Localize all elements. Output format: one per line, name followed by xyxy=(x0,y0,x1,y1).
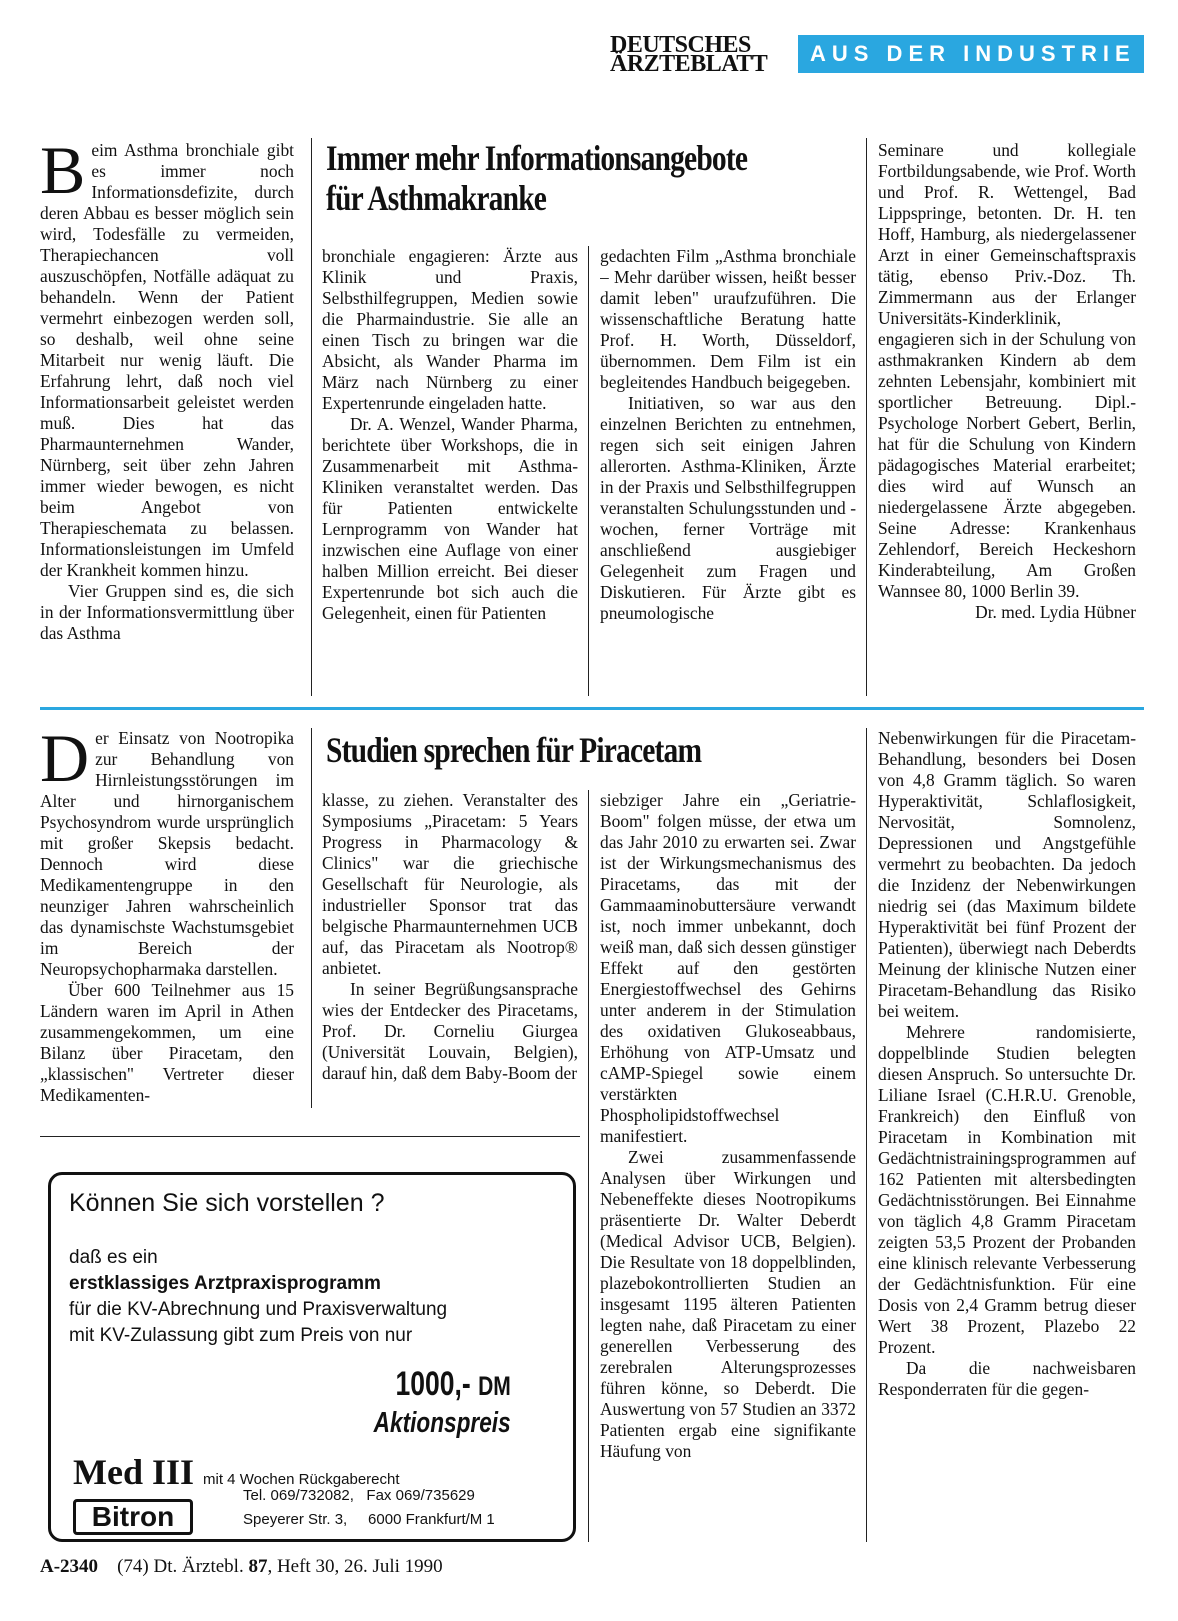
article1-headline-line2: für Asthmakranke xyxy=(326,178,547,218)
masthead-line2: ÄRZTEBLATT xyxy=(610,51,768,77)
author-signature: Dr. med. Lydia Hübner xyxy=(975,602,1136,622)
article2-column-4 xyxy=(878,728,1136,1542)
page-number: A-2340 xyxy=(40,1556,99,1577)
column-rule xyxy=(311,728,312,1108)
article2-column-2 xyxy=(322,790,578,1108)
footer-volume: 87 xyxy=(248,1556,268,1577)
column-rule xyxy=(588,790,589,1542)
paragraph: Nebenwirkungen für die Piracetam-Behandlung, besonders bei Dosen von 4,8 Gramm täglich. So waren Hyperaktivität, Schlaflosigkeit, Nervosität, Somnolenz, Depressionen und Angstgefühle vermehrt zu beobachten. Da jedoch die Inzidenz der Nebenwirkungen niedrig sei (das Maximum bildete Hyperaktivität bei fünf Prozent der Patienten), überwiegt nach Deberdts Meinung der klinische Nutzen einer Piracetam-Behandlung das Risiko bei weitem. xyxy=(878,728,1136,1021)
ad-line-bold: erstklassiges Arztpraxisprogramm xyxy=(69,1273,381,1294)
article2-headline: Studien sprechen für Piracetam xyxy=(326,730,702,770)
ad-price-value: 1000,- xyxy=(395,1365,471,1403)
column-rule xyxy=(866,138,867,696)
ad-line: daß es ein xyxy=(69,1247,158,1268)
ad-contact-address: Speyerer Str. 3, 6000 Frankfurt/M 1 xyxy=(243,1511,495,1528)
ad-product-name: Med III xyxy=(73,1452,195,1492)
ad-line: für die KV-Abrechnung und Praxisverwaltung xyxy=(69,1299,448,1320)
article1-column-4 xyxy=(878,140,1136,696)
section-tag: AUS DER INDUSTRIE xyxy=(798,35,1144,73)
paragraph: Dr. A. Wenzel, Wander Pharma, berichtete über Workshops, die in Zusammenarbeit mit Asthma-Kliniken veranstaltet werden. Das für Patienten entwickelte Lernprogramm von Wander hat inzwischen eine Auflage von einer halben Million erreicht. Bei dieser Expertenrunde bot sich auch die Gelegenheit, einen für Patienten xyxy=(322,414,578,623)
paragraph: eim Asthma bronchiale gibt es immer noch Informationsdefizite, durch deren Abbau es besser möglich sein wird, Todesfälle zu vermeiden, Therapiechancen voll auszuschöpfen, Notfälle adäquat zu behandeln. Wenn der Patient vermehrt einbezogen werden soll, so deshalb, weil ohne seine Mitarbeit nur wenig läuft. Die Erfahrung lehrt, daß noch viel Informationsarbeit geleistet werden muß. Dies hat das Pharmaunternehmen Wander, Nürnberg, seit über zehn Jahren immer wieder bewogen, es nicht beim Angebot von Therapieschemata zu belassen. Informationsleistungen im Umfeld der Krankheit kommen hinzu. xyxy=(40,140,294,580)
article2-column-1 xyxy=(40,728,294,1108)
paragraph: er Einsatz von Nootropika zur Behandlung von Hirnleistungsstörungen im Alter und hirnorganischem Psychosyndrom wurde ursprünglich mit großer Skepsis bedacht. Dennoch wird diese Medikamentengruppe in den neunziger Jahren wahrscheinlich das dynamischste Wachstumsgebiet im Bereich der Neuropsychopharmaka darstellen. xyxy=(40,728,294,979)
ad-question: Können Sie sich vorstellen ? xyxy=(69,1189,385,1217)
ad-currency: DM xyxy=(478,1371,511,1401)
column-rule xyxy=(311,138,312,696)
masthead-line1: DEUTSCHES xyxy=(610,32,751,58)
page-footer xyxy=(40,1556,443,1578)
paragraph: klasse, zu ziehen. Veranstalter des Symposiums „Piracetam: 5 Years Progress in Pharmacology & Clinics" war die griechische Gesellschaft für Neurologie, als industrieller Sponsor trat das belgische Pharmaunternehmen UCB auf, das Piracetam als Nootrop® anbietet. xyxy=(322,790,578,978)
article1-column-3 xyxy=(600,246,856,696)
article1-column-1 xyxy=(40,140,294,696)
ad-top-rule xyxy=(40,1136,580,1137)
paragraph: Da die nachweisbaren Responderraten für die gegen- xyxy=(878,1358,1136,1399)
article1-headline-line1: Immer mehr Informationsangebote xyxy=(326,138,748,178)
masthead xyxy=(610,32,788,77)
ad-product-note: mit 4 Wochen Rückgaberecht xyxy=(203,1471,400,1488)
paragraph: bronchiale engagieren: Ärzte aus Klinik und Praxis, Selbsthilfegruppen, Medien sowie die Pharmaindustrie. Sie alle an einen Tisch zu bringen war die Absicht, als Wander Pharma im März nach Nürnberg zu einer Expertenrunde eingeladen hatte. xyxy=(322,246,578,413)
ad-line: mit KV-Zulassung gibt zum Preis von nur xyxy=(69,1325,413,1346)
column-rule xyxy=(866,728,867,1542)
ad-price xyxy=(396,1365,511,1404)
footer-prefix: (74) Dt. Ärztebl. xyxy=(117,1556,244,1577)
paragraph: gedachten Film „Asthma bronchiale – Mehr darüber wissen, heißt besser damit leben" uraufzuführen. Die wissenschaftliche Beratung hatte Prof. H. Worth, Düsseldorf, übernommen. Dem Film ist ein begleitendes Handbuch beigegeben. xyxy=(600,246,856,392)
article2-column-3 xyxy=(600,790,856,1542)
article1-headline xyxy=(326,138,747,218)
ad-price-label: Aktionspreis xyxy=(373,1407,511,1439)
footer-issue: , Heft 30, 26. Juli 1990 xyxy=(267,1556,443,1577)
paragraph: siebziger Jahre ein „Geriatrie-Boom" folgen müsse, der etwa um das Jahr 2010 zu erwarten sei. Zwar ist der Wirkungsmechanismus des Piracetams, das mit der Gammaaminobuttersäure verwandt ist, noch immer unbekannt, doch weiß man, daß sich dessen günstiger Effekt auf den gestörten Energiestoffwechsel des Gehirns unter anderem in der Stimulation des oxidativen Glukoseabbaus, Erhöhung von ATP-Umsatz und cAMP-Spiegel sowie einem verstärkten Phospholipidstoffwechsel manifestiert. xyxy=(600,790,856,1146)
paragraph: Über 600 Teilnehmer aus 15 Ländern waren im April in Athen zusammengekommen, um eine Bilanz über Piracetam, den „klassischen" Vertreter dieser Medikamenten- xyxy=(40,980,294,1105)
paragraph: Vier Gruppen sind es, die sich in der Informationsvermittlung über das Asthma xyxy=(40,581,294,643)
paragraph: Initiativen, so war aus den einzelnen Berichten zu entnehmen, regen sich seit einigen Jahren allerorten. Asthma-Kliniken, Ärzte in der Praxis und Selbsthilfegruppen veranstalten Schulungsstunden und -wochen, ferner Vorträge mit anschließend ausgiebiger Gelegenheit zum Fragen und Diskutieren. Für Ärzte gibt es pneumologische xyxy=(600,393,856,623)
column-rule xyxy=(588,246,589,696)
paragraph: Mehrere randomisierte, doppelblinde Studien belegten diesen Anspruch. So untersuchte Dr. Liliane Israel (C.H.R.U. Grenoble, Frankreich) den Einfluß von Piracetam in Kombination mit Gedächtnistrainingsprogrammen auf 162 Patienten mit altersbedingten Gedächtnisstörungen. Bei Einnahme von täglich 4,8 Gramm Piracetam zeigten 53,5 Prozent der Probanden eine klinisch relevante Verbesserung der Gedächtnisfunktion. Für eine Dosis von 2,4 Gramm betrug dieser Wert 38 Prozent, Plazebo 22 Prozent. xyxy=(878,1022,1136,1357)
paragraph: Zwei zusammenfassende Analysen über Wirkungen und Nebeneffekte dieses Nootropikums präsentierte Dr. Walter Deberdt (Medical Advisor UCB, Belgien). Die Resultate von 18 doppelblinden, plazebokontrollierten Studien an insgesamt 1195 älteren Patienten legten nahe, daß Piracetam zu einer generellen Verbesserung des zerebralen Alterungsprozesses führen könne, so Deberdt. Die Auswertung von 57 Studien an 3372 Patienten ergab eine signifikante Häufung von xyxy=(600,1147,856,1461)
article-divider xyxy=(40,707,1144,710)
bitron-logo: Bitron xyxy=(73,1499,193,1535)
paragraph: Seminare und kollegiale Fortbildungsabende, wie Prof. Worth und Prof. R. Wettengel, Bad Lippspringe, betonten. Dr. H. ten Hoff, Hamburg, als niedergelassener Arzt in einer Gemeinschaftspraxis tätig, ebenso Priv.-Doz. Th. Zimmermann aus der Erlanger Universitäts-Kinderklinik, engagieren sich in der Schulung von asthmakranken Kindern ab dem zehnten Lebensjahr, kombiniert mit sportlicher Betreuung. Dipl.-Psychologe Norbert Gebert, Berlin, hat für die Schulung von Kindern pädagogisches Material erarbeitet; dies wird auf Wunsch an niedergelassene Ärzte abgegeben. Seine Adresse: Krankenhaus Zehlendorf, Bereich Heckeshorn Kinderabteilung, Am Großen Wannsee 80, 1000 Berlin 39. xyxy=(878,140,1136,601)
ad-contact-phone: Tel. 069/732082, Fax 069/735629 xyxy=(243,1487,475,1504)
paragraph: In seiner Begrüßungsansprache wies der Entdecker des Piracetams, Prof. Dr. Corneliu Giurgea (Universität Louvain, Belgien), darauf hin, daß dem Baby-Boom der xyxy=(322,979,578,1083)
advertisement xyxy=(48,1172,576,1542)
drop-cap: B xyxy=(40,140,86,208)
drop-cap: D xyxy=(40,728,90,796)
article1-column-2 xyxy=(322,246,578,696)
